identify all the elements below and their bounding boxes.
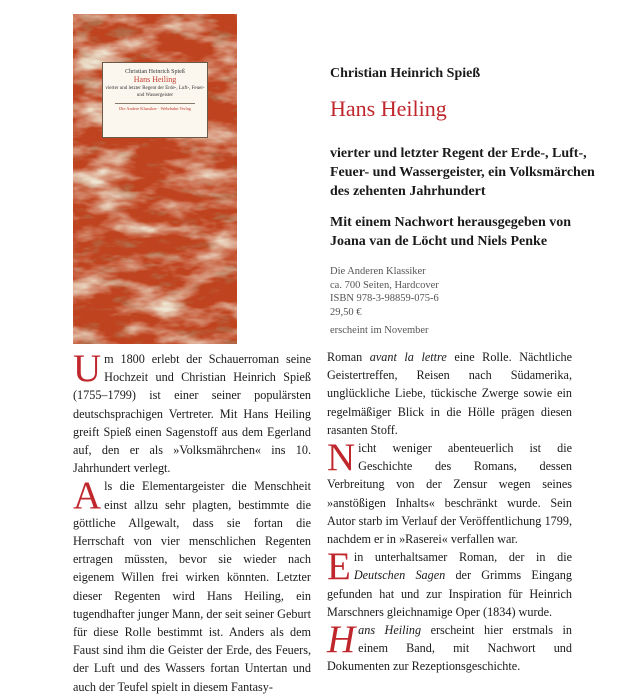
book-title: Hans Heiling [330, 96, 447, 121]
emphasis: Deutschen Sagen [353, 568, 446, 583]
paragraph-2 [73, 474, 311, 695]
paragraph-text: erscheint hier erstmals in einem Band, mit Nachwort und Dokumenten zur Rezeptionsgeschichte. [327, 623, 572, 674]
release-date: erscheint im November [330, 325, 429, 336]
cover-label [102, 62, 208, 138]
paragraph-1 [73, 347, 311, 477]
drop-cap: H [327, 618, 356, 662]
paragraph-4 [327, 545, 572, 621]
cover-subtitle: vierter und letzter Regent der Erde-, Luft-, Feuer- und Wassergeister [105, 86, 205, 98]
text-column-left [73, 347, 311, 696]
emphasis: ans Heiling [358, 623, 422, 638]
drop-cap: N [327, 436, 356, 480]
book-subtitle: vierter und letzter Regent der Erde-, Luft-, Feuer- und Wassergeister, ein Volksmärchen des zehenten Jahrhundert [330, 146, 595, 199]
book-isbn: ISBN 978-3-98859-075-6 [330, 293, 439, 304]
drop-cap: U [73, 347, 102, 390]
book-cover [73, 14, 237, 344]
drop-cap: E [327, 545, 351, 589]
book-editors: Mit einem Nachwort herausgegeben von Joana van de Löcht und Niels Penke [330, 215, 572, 249]
book-details [330, 265, 600, 319]
book-pages: ca. 700 Seiten, Hardcover [330, 279, 439, 291]
paragraph-2-continued [327, 348, 572, 439]
cover-series: Die Andere Klassiker · Wehrhahn Verlag [119, 105, 191, 111]
cover-author: Christian Heinrich Spieß [125, 69, 185, 75]
paragraph-text: ls die Elementargeister die Menschheit einst allzu sehr plagten, bestimmte die göttliche Allgewalt, dass sie fortan die Herrschaft von vier menschlichen Regenten ertragen müssten, bevor sie wieder nach eigenem Willen frei wirken könnten. Letzter dieser Regenten wird Hans Heiling, ein tugendhafter junger Mann, der seit seiner Geburt für diese Rolle bestimmt ist. Anders als dem Faust sind ihm die Geister der Erde, des Feuers, der Luft und des Wassers fortan Untertan und auch der Teufel spielt in diesem Fantasy- [73, 479, 311, 694]
text-column-right [327, 348, 572, 676]
book-price: 29,50 € [330, 306, 362, 318]
paragraph-5 [327, 618, 572, 676]
emphasis: avant la lettre [369, 350, 447, 364]
paragraph-text: m 1800 erlebt der Schauerroman seine Hochzeit und Christian Heinrich Spieß (1755–1799) ist einer seiner populärsten deutschsprachigen Vertreter. Mit Hans Heiling greift Spieß einen Sagenstoff aus dem Egerland auf, den er als »Volksmährchen« ins 10. Jahrhundert verlegt. [73, 352, 311, 476]
paragraph-text: in unterhaltsamer Roman, der in die [353, 550, 572, 565]
cover-title: Hans Heiling [133, 75, 177, 85]
book-info [330, 66, 600, 319]
paragraph-text: eine Rolle. Nächtliche Geistertreffen, Reisen nach Südamerika, unglückliche Liebe, tückische Zwerge sowie ein regelmäßiger Blick in die Hölle prägen diesen rasanten Stoff. [327, 350, 572, 437]
book-author: Christian Heinrich Spieß [330, 66, 481, 81]
cover-divider [115, 103, 195, 104]
paragraph-text: Roman [327, 350, 370, 364]
paragraph-text: icht weniger abenteuerlich ist die Geschichte des Romans, dessen Verbreitung von der Zensur wegen seines »anstößigen Inhalts« beschränkt wurde. Sein Autor starb im Verlauf der Veröffentlichung 1799, nachdem er in »Raserei« verfallen war. [327, 441, 572, 547]
paragraph-3 [327, 436, 572, 548]
paragraph-text: der Grimms Eingang gefunden hat und zur Inspiration für Heinrich Marschners gleichnamige Oper (1834) wurde. [327, 568, 572, 619]
book-series: Die Anderen Klassiker [330, 266, 426, 277]
drop-cap: A [73, 474, 102, 518]
